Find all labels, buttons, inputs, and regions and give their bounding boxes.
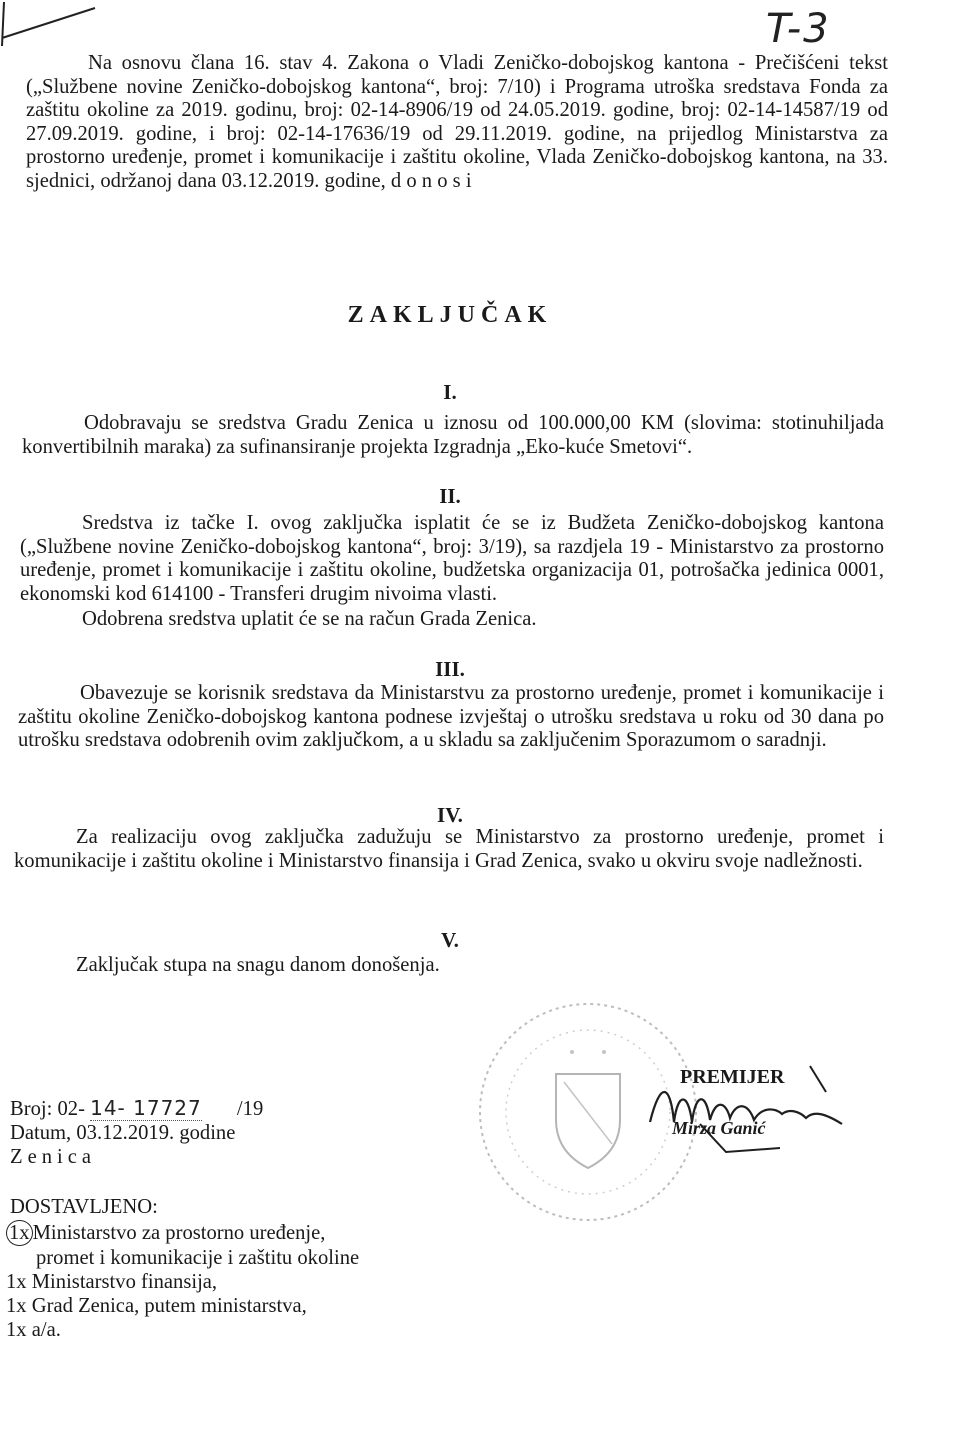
signatory-name: Mirza Ganić xyxy=(672,1118,766,1138)
section-heading-4: IV. xyxy=(437,803,463,827)
distribution-item xyxy=(6,1270,359,1294)
section-text-2b: Odobrena sredstva uplatit će se na račun Grada Zenica. xyxy=(82,608,537,630)
broj-label: Broj: xyxy=(10,1098,53,1120)
broj-suffix: /19 xyxy=(236,1098,264,1120)
section-text-5: Zaključak stupa na snagu danom donošenja. xyxy=(76,954,440,976)
distribution-qty: 1x xyxy=(6,1295,27,1317)
section-text-1: Odobravaju se sredstva Gradu Zenica u iznosu od 100.000,00 KM (slovima: stotinuhiljada konvertibilnih maraka) za sufinansiranje projekta Izgradnja „Eko-kuće Smetovi“. xyxy=(22,412,884,458)
distribution-list xyxy=(6,1220,359,1342)
broj-prefix: 02- xyxy=(57,1098,85,1120)
section-text-4: Za realizaciju ovog zaključka zadužuju se Ministarstvo za prostorno uređenje, promet i komunikacije i zaštitu okoline i Ministarstvo finansija i Grad Zenica, svako u okviru svoje nadležnosti. xyxy=(14,826,884,872)
document-reference-mark: T-3 xyxy=(766,6,831,52)
section-heading-1: I. xyxy=(443,380,457,404)
signatory-title: PREMIJER xyxy=(680,1066,785,1088)
distribution-recipient: Ministarstvo za prostorno uređenje, xyxy=(32,1222,326,1244)
document-date: Datum, 03.12.2019. godine xyxy=(10,1122,236,1144)
distribution-recipient: a/a. xyxy=(31,1319,61,1341)
distribution-qty: 1x xyxy=(6,1319,27,1341)
distribution-item xyxy=(6,1294,359,1318)
distribution-item xyxy=(6,1220,359,1246)
document-number xyxy=(10,1096,263,1121)
distribution-recipient: Ministarstvo finansija, xyxy=(31,1271,218,1293)
document-city: Zenica xyxy=(10,1146,97,1168)
broj-handwritten: 14- 17727 xyxy=(90,1096,202,1120)
handwritten-corner-mark xyxy=(0,0,100,50)
distribution-qty-circled: 1x xyxy=(6,1220,33,1246)
distribution-recipient: Grad Zenica, putem ministarstva, xyxy=(31,1295,307,1317)
intro-paragraph: Na osnovu člana 16. stav 4. Zakona o Vladi Zeničko-dobojskog kantona - Prečišćeni tekst („Službene novine Zeničko-dobojskog kantona“, broj: 7/10) i Programa utroška sredstava Fonda za zaštitu okoline za 2019. godinu, broj: 02-14-8906/19 od 24.05.2019. godine, broj: 02-14-14587/19 od 27.09.2019. godine, i broj: 02-14-17636/19 od 29.11.2019. godine, na prijedlog Ministarstva za prostorno uređenje, promet i komunikacije i zaštitu okoline, Vlada Zeničko-dobojskog kantona, na 33. sjednici, održanoj dana 03.12.2019. godine, d o n o s i xyxy=(26,52,888,192)
section-text-3: Obavezuje se korisnik sredstava da Ministarstvu za prostorno uređenje, promet i komunikacije i zaštitu okoline Zeničko-dobojskog kantona podnese izvještaj o utrošku sredstava u roku od 30 dana po utrošku sredstava odobrenih ovim zaključkom, a u skladu sa zaključenim Sporazumom o saradnji. xyxy=(18,682,884,752)
distribution-item xyxy=(6,1318,359,1342)
distribution-qty: 1x xyxy=(6,1271,27,1293)
section-text-2: Sredstva iz tačke I. ovog zaključka isplatit će se iz Budžeta Zeničko-dobojskog kantona („Službene novine Zeničko-dobojskog kantona“, broj: 3/19), sa razdjela 19 - Ministarstvo za prostorno uređenje, promet i komunikacije i zaštitu okoline, budžetska organizacija 01, potrošačka jedinica 0001, ekonomski kod 614100 - Transferi drugim nivoima vlasti. xyxy=(20,512,884,605)
section-heading-3: III. xyxy=(435,657,465,681)
distribution-label: DOSTAVLJENO: xyxy=(10,1196,158,1218)
section-heading-2: II. xyxy=(439,484,461,508)
document-title: ZAKLJUČAK xyxy=(347,302,553,328)
section-heading-5: V. xyxy=(441,928,459,952)
distribution-item-continuation: promet i komunikacije i zaštitu okoline xyxy=(36,1247,360,1269)
